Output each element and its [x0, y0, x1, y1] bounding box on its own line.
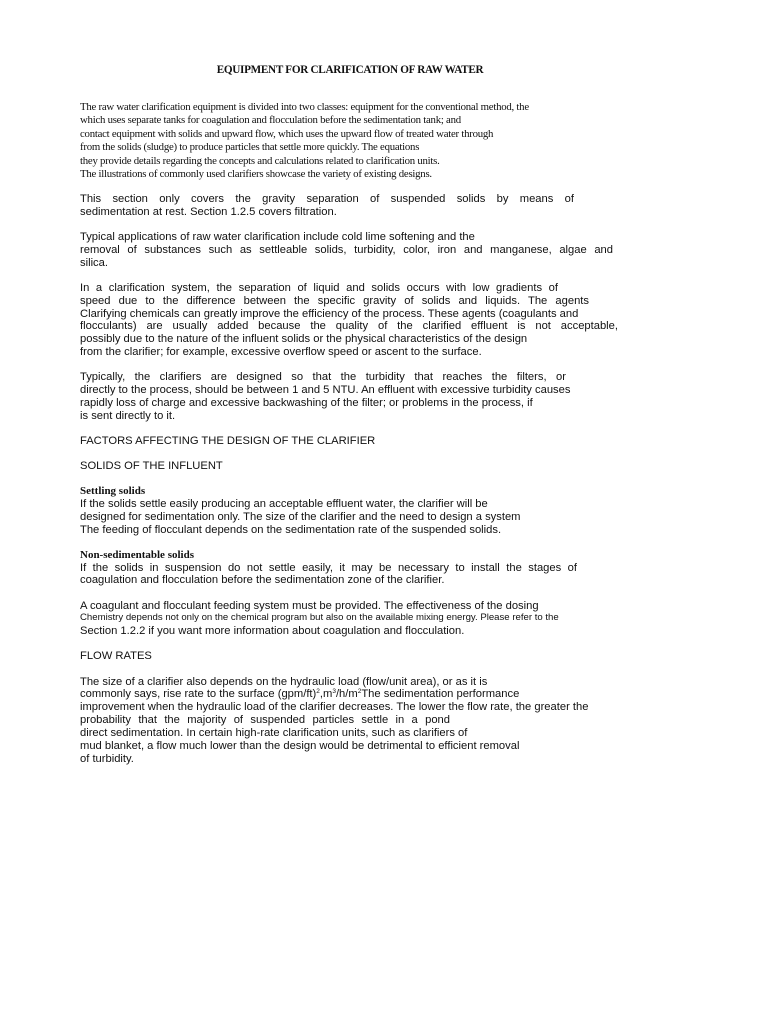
applications-line: removal of substances such as settleable solids, turbidity, color, iron and manganese, algae and	[80, 243, 613, 256]
non-sed-line: If the solids in suspension do not settle easily, it may be necessary to install the stages of	[80, 561, 577, 574]
system-line: from the clarifier; for example, excessive overflow speed or ascent to the surface.	[80, 346, 482, 359]
feeding-line: A coagulant and flocculant feeding system must be provided. The effectiveness of the dosing	[80, 599, 539, 612]
applications-line: silica.	[80, 256, 108, 269]
flow-heading-block	[80, 650, 640, 663]
turbidity-line: directly to the process, should be between 1 and 5 NTU. An effluent with excessive turbidity causes	[80, 384, 571, 397]
turbidity-paragraph	[80, 371, 625, 422]
non-sed-line: coagulation and flocculation before the sedimentation zone of the clarifier.	[80, 574, 445, 587]
settling-line: If the solids settle easily producing an acceptable effluent water, the clarifier will be	[80, 497, 488, 510]
settling-solids-section	[80, 485, 640, 536]
solids-heading-block	[80, 460, 640, 473]
flow-line: direct sedimentation. In certain high-rate clarification units, such as clarifiers of	[80, 726, 468, 739]
section-heading-factors: FACTORS AFFECTING THE DESIGN OF THE CLARIFIER	[80, 434, 376, 447]
feeding-line: Section 1.2.2 if you want more information about coagulation and flocculation.	[80, 625, 465, 638]
intro-line: The raw water clarification equipment is divided into two classes: equipment for the conventional method, the	[80, 101, 529, 113]
superscript: 3	[332, 688, 336, 696]
system-line: Clarifying chemicals can greatly improve the efficiency of the process. These agents (coagulants and	[80, 307, 579, 320]
document-title: EQUIPMENT FOR CLARIFICATION OF RAW WATER	[216, 64, 484, 76]
scope-line: sedimentation at rest. Section 1.2.5 covers filtration.	[80, 205, 337, 218]
section-heading-solids: SOLIDS OF THE INFLUENT	[80, 459, 223, 472]
flow-paragraph	[80, 676, 618, 766]
flow-line: probability that the majority of suspended particles settle in a pond	[80, 714, 450, 727]
section-heading-flow-rates: FLOW RATES	[80, 650, 152, 663]
subheading-settling-solids: Settling solids	[80, 485, 146, 498]
system-line: possibly due to the nature of the influent solids or the physical characteristics of the design	[80, 333, 528, 346]
flow-text: ,m	[319, 688, 333, 701]
system-line: In a clarification system, the separation of liquid and solids occurs with low gradients of	[80, 281, 558, 294]
flow-line: improvement when the hydraulic load of the clarifier decreases. The lower the flow rate, the greater the	[80, 701, 589, 714]
flow-text: commonly says, rise rate to the surface (gpm/ft)	[80, 688, 317, 701]
system-line: speed due to the difference between the specific gravity of solids and liquids. The agents	[80, 294, 589, 307]
applications-line: Typical applications of raw water clarification include cold lime softening and the	[80, 230, 475, 243]
intro-line: which uses separate tanks for coagulation and flocculation before the sedimentation tank; and	[80, 114, 461, 127]
turbidity-line: rapidly loss of charge and excessive backwashing of the filter; or problems in the process, if	[80, 396, 533, 409]
system-paragraph	[80, 282, 631, 359]
settling-line: designed for sedimentation only. The size of the clarifier and the need to design a system	[80, 510, 521, 523]
flow-line: The size of a clarifier also depends on the hydraulic load (flow/unit area), or as it is	[80, 675, 488, 688]
applications-paragraph	[80, 231, 613, 270]
intro-paragraph	[80, 101, 580, 181]
factors-heading-block	[80, 435, 640, 448]
intro-line: contact equipment with solids and upward flow, which uses the upward flow of treated water through	[80, 127, 494, 140]
subheading-non-sedimentable: Non-sedimentable solids	[80, 548, 194, 561]
intro-line: from the solids (sludge) to produce particles that settle more quickly. The equations	[80, 141, 420, 154]
system-line: flocculants) are usually added because the quality of the clarified effluent is not acceptable,	[80, 320, 618, 333]
turbidity-line: is sent directly to it.	[80, 409, 176, 422]
intro-line: they provide details regarding the concepts and calculations related to clarification units.	[80, 154, 440, 167]
scope-paragraph	[80, 193, 574, 219]
turbidity-line: Typically, the clarifiers are designed so that the turbidity that reaches the filters, or	[80, 371, 566, 384]
flow-text: /h/m	[335, 688, 358, 701]
feeding-paragraph	[80, 600, 640, 639]
feeding-line: Chemistry depends not only on the chemical program but also on the available mixing energy. Please refer to the	[80, 612, 559, 624]
flow-text: The sedimentation performance	[361, 688, 520, 701]
non-sedimentable-section	[80, 549, 577, 588]
document-body	[80, 193, 640, 778]
intro-line: The illustrations of commonly used clarifiers showcase the variety of existing designs.	[80, 168, 432, 181]
flow-line-units	[80, 688, 618, 701]
superscript: 2	[316, 688, 320, 696]
flow-line: of turbidity.	[80, 752, 134, 765]
superscript: 2	[357, 688, 362, 696]
settling-line: The feeding of flocculant depends on the sedimentation rate of the suspended solids.	[80, 523, 502, 536]
scope-line: This section only covers the gravity separation of suspended solids by means of	[80, 193, 574, 205]
flow-line: mud blanket, a flow much lower than the design would be detrimental to efficient removal	[80, 739, 520, 752]
